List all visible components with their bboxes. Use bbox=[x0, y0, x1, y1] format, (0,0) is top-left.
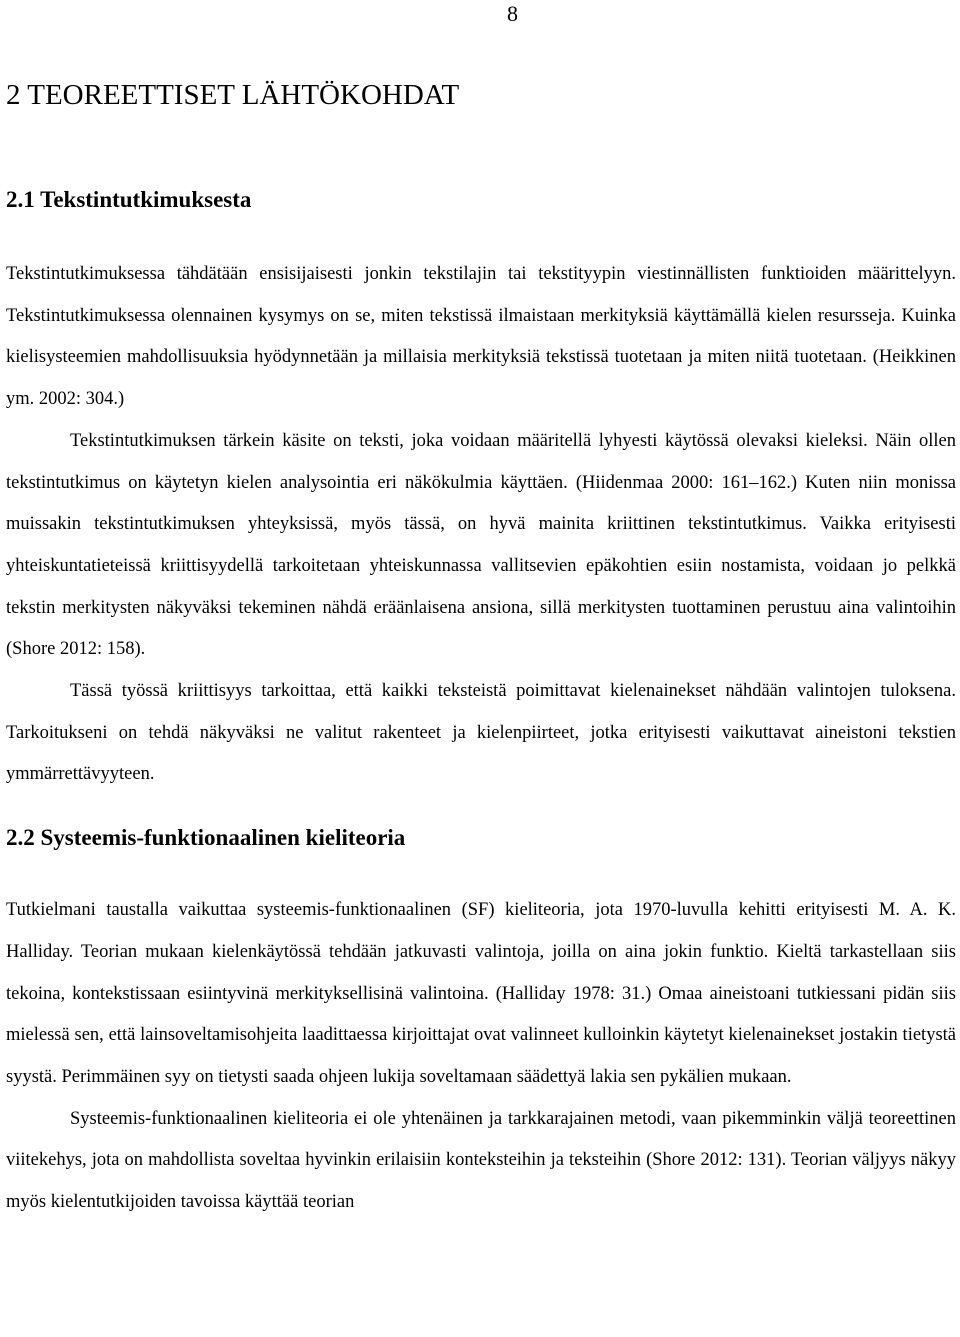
page-number: 8 bbox=[507, 1, 518, 26]
paragraph: Tutkielmani taustalla vaikuttaa systeemis-funktionaalinen (SF) kieliteoria, jota 1970-luvulla kehitti erityisesti M. A. K. Halliday. Teorian mukaan kielenkäytössä tehdään jatkuvasti valintoja, joilla on aina jokin funktio. Kieltä tarkastellaan siis tekoina, kontekstissaan esiintyvinä merkityksellisinä valintoina. (Halliday 1978: 31.) Omaa aineistoani tutkiessani pidän siis mielessä sen, että lainsoveltamisohjeita laadittaessa kirjoittajat ovat valinneet kulloinkin käytetyt kielenainekset jostakin tietystä syystä. Perimmäinen syy on tietysti saada ohjeen lukija soveltamaan säädettyä lakia sen pykälien mukaan. bbox=[6, 900, 956, 1087]
section-title: 2.2 Systeemis-funktionaalinen kieliteoria bbox=[6, 825, 406, 851]
section-title: 2.1 Tekstintutkimuksesta bbox=[6, 187, 252, 212]
paragraph: Systeemis-funktionaalinen kieliteoria ei ole yhtenäinen ja tarkkarajainen metodi, vaan pikemminkin väljä teoreettinen viitekehys, jota on mahdollista soveltaa hyvinkin erilaisiin konteksteihin ja teksteihin (Shore 2012: 131). Teorian väljyys näkyy myös kielentutkijoiden tavoissa käyttää teorian bbox=[6, 1108, 956, 1213]
paragraph: Tekstintutkimuksen tärkein käsite on teksti, joka voidaan määritellä lyhyesti käytössä olevaksi kieleksi. Näin ollen tekstintutkimus on käytetyn kielen analysointia eri näkökulmia käyttäen. (Hiidenmaa 2000: 161–162.) Kuten niin monissa muissakin tekstintutkimuksen yhteyksissä, myös tässä, on hyvä mainita kriittinen tekstintutkimus. Vaikka erityisesti yhteiskuntatieteissä kriittisyydellä tarkoitetaan yhteiskunnassa vallitsevien epäkohtien esiin nostamista, voidaan jo pelkkä tekstin merkitysten näkyväksi tekeminen nähdä eräänlaisena ansiona, sillä merkitysten tuottaminen perustuu aina valintoihin (Shore 2012: 158). bbox=[6, 430, 956, 660]
paragraph: Tässä työssä kriittisyys tarkoittaa, että kaikki teksteistä poimittavat kielenainekset nähdään valintojen tuloksena. Tarkoitukseni on tehdä näkyväksi ne valitut rakenteet ja kielenpiirteet, jotka erityisesti vaikuttavat aineistoni tekstien ymmärrettävyyteen. bbox=[6, 681, 956, 785]
chapter-title: 2 TEOREETTISET LÄHTÖKOHDAT bbox=[6, 79, 460, 111]
paragraph: Tekstintutkimuksessa tähdätään ensisijaisesti jonkin tekstilajin tai tekstityypin viestinnällisten funktioiden määrittelyyn. Tekstintutkimuksessa olennainen kysymys on se, miten tekstissä ilmaistaan merkityksiä käyttämällä kielen resursseja. Kuinka kielisysteemien mahdollisuuksia hyödynnetään ja millaisia merkityksiä tekstissä tuotetaan ja miten niitä tuotetaan. (Heikkinen ym. 2002: 304.) bbox=[6, 264, 956, 410]
page-content bbox=[6, 64, 956, 1224]
